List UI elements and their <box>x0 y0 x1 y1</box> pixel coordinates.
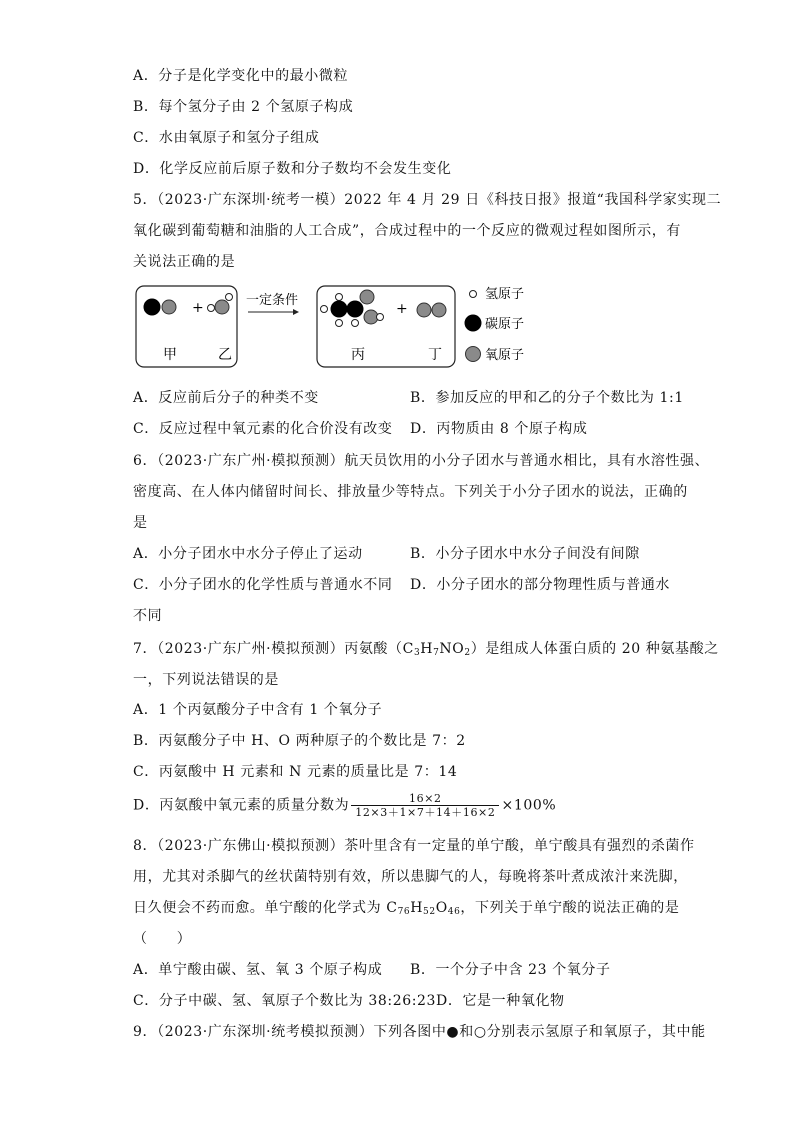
oxygen-atom <box>417 303 431 317</box>
legend-hydrogen-icon <box>470 291 477 298</box>
reaction-condition: 一定条件 <box>246 293 299 308</box>
formula-subscript: 7 <box>433 648 440 658</box>
formula-subscript: 52 <box>423 907 436 917</box>
q7-option-c: C．丙氨酸中 H 元素和 N 元素的质量比是 7：14 <box>133 764 458 780</box>
q5-option-a: A．反应前后分子的种类不变 <box>133 390 319 406</box>
carbon-atom <box>331 301 348 318</box>
oxygen-atom <box>432 303 446 317</box>
hydrogen-atom <box>321 306 328 313</box>
formula-part: NO <box>439 641 465 657</box>
q5-option-d: D．丙物质由 8 个原子构成 <box>410 421 588 437</box>
q8-stem-line2: 用，尤其对杀脚气的丝状菌特别有效，所以患脚气的人，每晚将茶叶煮成浓汁来洗脚， <box>133 869 688 885</box>
q8-answer-blank: （ ） <box>133 931 192 947</box>
formula-subscript: 2 <box>464 648 471 658</box>
oxygen-atom <box>162 300 176 314</box>
q8-option-a: A．单宁酸由碳、氢、氧 3 个原子构成 <box>133 962 383 978</box>
q7-stem-line2: 一，下列说法错误的是 <box>133 672 279 688</box>
plus-sign-2: + <box>396 301 408 317</box>
q7-option-d <box>133 792 556 819</box>
carbon-atom <box>144 299 160 315</box>
oxygen-atom <box>364 310 378 324</box>
hydrogen-atom <box>336 294 343 301</box>
q8-stem-prefix: 日久便会不药而愈。单宁酸的化学式为 C <box>133 900 398 916</box>
q7-option-a: A．1 个丙氨酸分子中含有 1 个氧分子 <box>133 702 383 718</box>
q7-option-d-text: D．丙氨酸中氧元素的质量分数为 <box>133 797 350 814</box>
q5-reaction-diagram <box>133 283 533 371</box>
legend-oxygen-icon <box>466 347 481 362</box>
q7-stem-suffix: ）是组成人体蛋白质的 20 种氨基酸之 <box>470 641 719 657</box>
fraction-numerator: 16×2 <box>351 792 499 806</box>
q7-option-d-suffix: ×100% <box>501 797 557 814</box>
q5-option-b: B．参加反应的甲和乙的分子个数比为 1:1 <box>410 390 684 406</box>
q6-option-a: A．小分子团水中水分子停止了运动 <box>133 546 363 562</box>
q7-option-b: B．丙氨酸分子中 H、O 两种原子的个数比是 7：2 <box>133 733 466 749</box>
carbon-atom <box>347 301 364 318</box>
fraction-denominator: 12×3＋1×7＋14＋16×2 <box>355 806 496 819</box>
label-bing: 丙 <box>351 347 365 363</box>
q6-stem-line2: 密度高、在人体内储留时间长、排放量少等特点。下列关于小分子团水的说法，正确的 <box>133 484 688 500</box>
formula-part: O <box>435 900 448 916</box>
q5-stem-line2: 氧化碳到葡萄糖和油脂的人工合成”，合成过程中的一个反应的微观过程如图所示，有 <box>133 223 681 239</box>
hydrogen-atom <box>377 314 384 321</box>
q6-stem-line3: 是 <box>133 515 148 531</box>
label-jia: 甲 <box>163 347 177 363</box>
q4-option-b: B．每个氢分子由 2 个氢原子构成 <box>133 99 354 115</box>
q5-option-c: C．反应过程中氧元素的化合价没有改变 <box>133 421 393 437</box>
legend-hydrogen-label: 氢原子 <box>485 287 525 302</box>
hydrogen-atom <box>226 294 233 301</box>
q6-option-d-continued: 不同 <box>133 608 163 624</box>
formula-subscript: 3 <box>413 648 421 658</box>
q8-stem-line3 <box>133 898 679 918</box>
q4-option-c: C．水由氧原子和氢分子组成 <box>133 130 320 146</box>
q6-option-d: D．小分子团水的部分物理性质与普通水 <box>410 577 671 593</box>
q8-option-c-d: C．分子中碳、氢、氧原子个数比为 38:26:23D．它是一种氧化物 <box>133 993 565 1009</box>
oxygen-atom <box>360 290 374 304</box>
q5-stem-line3: 关说法正确的是 <box>133 254 236 270</box>
hydrogen-atom <box>336 320 343 327</box>
arrow-head <box>293 309 299 315</box>
formula-part: H <box>410 900 424 916</box>
q5-stem-line1: 5．（2023·广东深圳·统考一模）2022 年 4 月 29 日《科技日报》报道“我国科学家实现二 <box>133 192 722 208</box>
label-ding: 丁 <box>428 347 442 363</box>
hydrogen-atom <box>208 305 215 312</box>
q4-option-a: A．分子是化学变化中的最小微粒 <box>133 68 349 84</box>
q6-option-c: C．小分子团水的化学性质与普通水不同 <box>133 577 393 593</box>
legend-carbon-label: 碳原子 <box>485 317 525 332</box>
q9-stem-line1: 9．（2023·广东深圳·统考模拟预测）下列各图中●和○分别表示氢原子和氧原子，其中能 <box>133 1024 706 1040</box>
q7-stem-prefix: 7．（2023·广东广州·模拟预测）丙氨酸（C <box>133 641 414 657</box>
q8-stem-suffix: ，下列关于单宁酸的说法正确的是 <box>460 900 680 916</box>
formula-subscript: 46 <box>447 907 461 917</box>
q8-option-b: B．一个分子中含 23 个氧分子 <box>410 962 611 978</box>
legend-carbon-icon <box>465 315 482 332</box>
q6-option-b: B．小分子团水中水分子间没有间隙 <box>410 546 640 562</box>
hydrogen-atom <box>352 320 359 327</box>
plus-sign-1: + <box>192 300 204 316</box>
q7-stem-line1 <box>133 639 719 659</box>
formula-part: H <box>420 641 434 657</box>
oxygen-atom <box>215 300 229 314</box>
q8-stem-line1: 8．（2023·广东佛山·模拟预测）茶叶里含有一定量的单宁酸，单宁酸具有强烈的杀菌作 <box>133 838 695 854</box>
q6-stem-line1: 6．（2023·广东广州·模拟预测）航天员饮用的小分子团水与普通水相比，具有水溶性强、 <box>133 453 710 469</box>
mass-fraction-formula <box>351 792 499 819</box>
formula-subscript: 76 <box>397 907 411 917</box>
legend-oxygen-label: 氧原子 <box>485 348 525 363</box>
q4-option-d: D．化学反应前后原子数和分子数均不会发生变化 <box>133 161 452 177</box>
label-yi: 乙 <box>218 347 232 363</box>
reaction-diagram-svg <box>133 283 533 371</box>
